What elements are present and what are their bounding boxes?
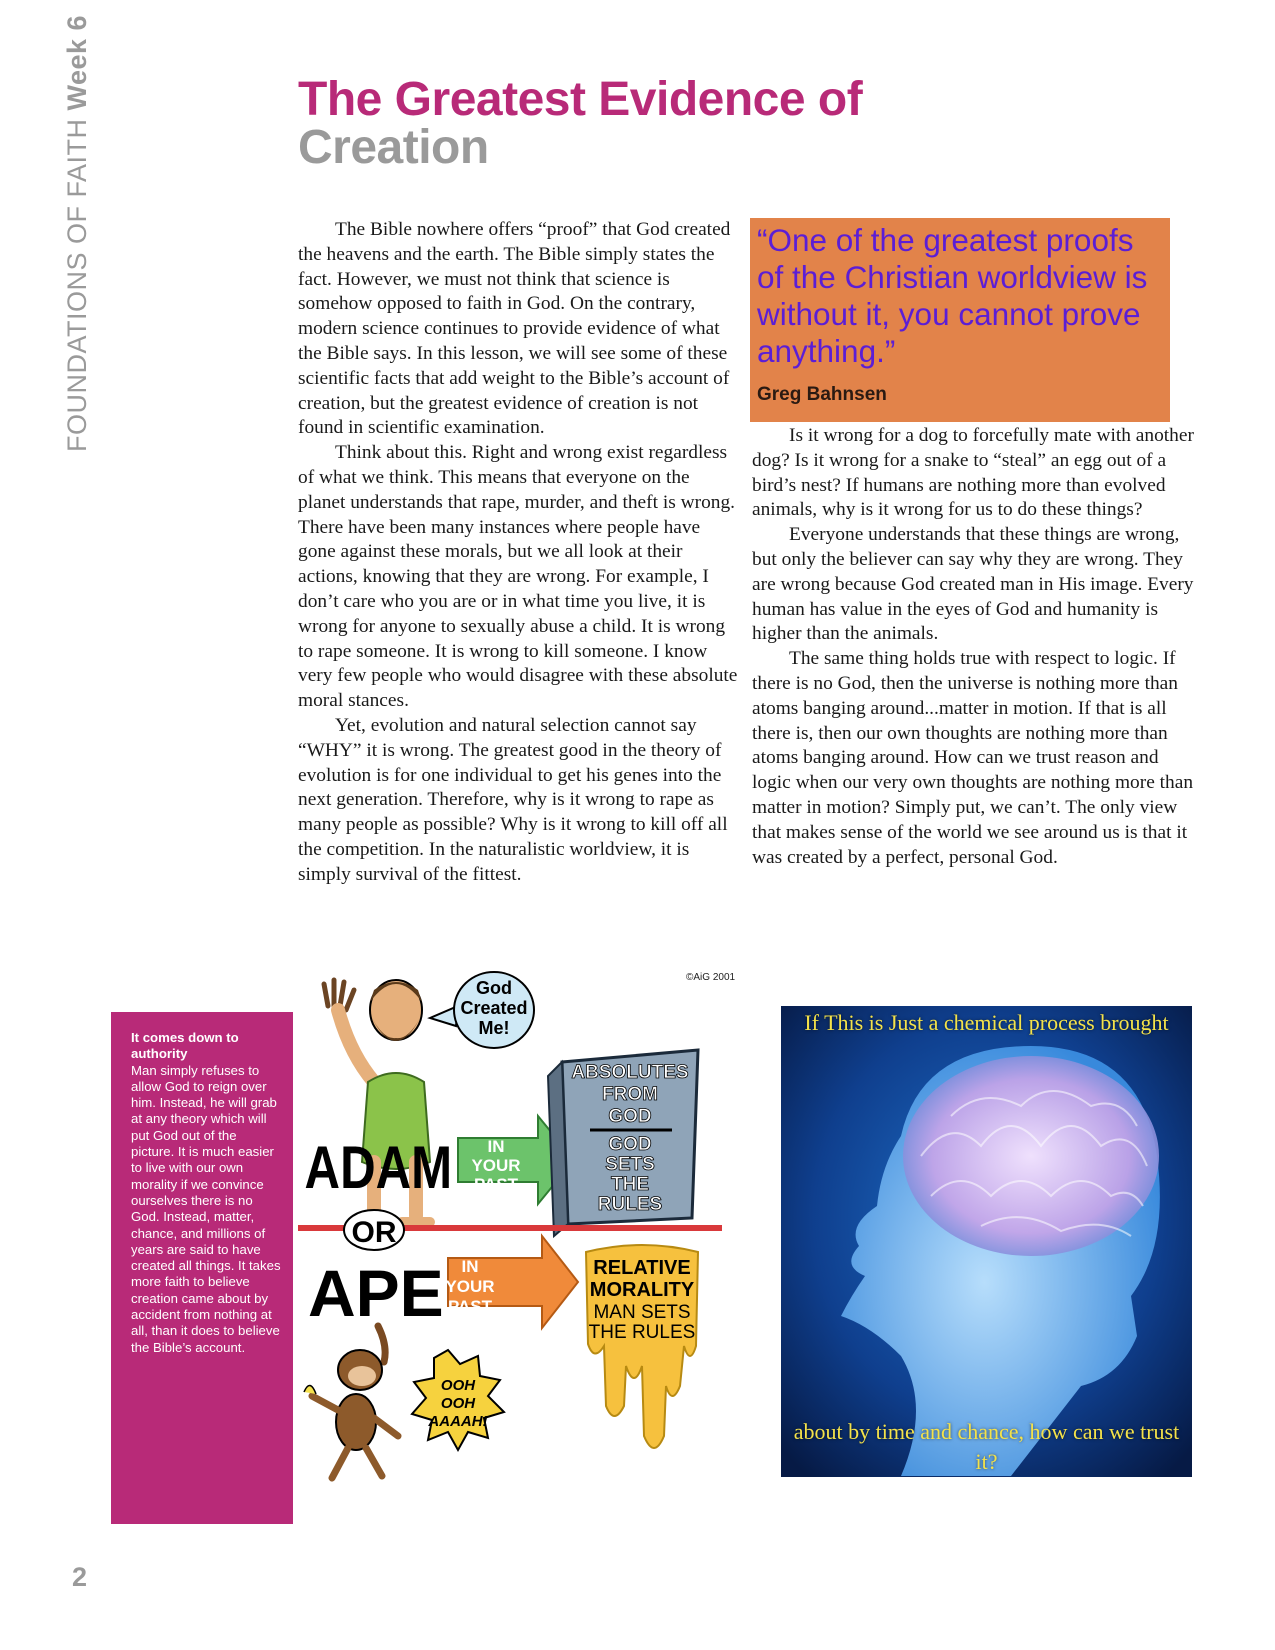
- tablet-line: RULES: [597, 1194, 663, 1215]
- title-line-1: The Greatest Evidence of: [298, 73, 863, 126]
- monkey-figure: [304, 1326, 398, 1478]
- brain-shape: [903, 1056, 1159, 1256]
- tablet-line: THE: [611, 1174, 649, 1195]
- speech-line: God: [476, 978, 512, 998]
- ape-label: APE: [308, 1256, 444, 1330]
- paragraph: The Bible nowhere offers “proof” that God created the heavens and the earth. The Bible simply states the fact. However, we must not think that science is somehow opposed to faith in God. On the contrary, modern science continues to provide evidence of what the Bible says. In this lesson, we will see some of these scientific facts that add weight to the Bible’s account of creation, but the greatest evidence of creation is not found in scientific examination.: [298, 219, 731, 439]
- paragraph: The same thing holds true with respect to logic. If there is no God, then the universe is nothing more than atoms banging around...matter in motion. If that is all there is, then our own thoughts are nothing more than atoms banging around. How can we trust reason and logic when our very own thoughts are nothing more than matter in motion? Simply put, we can’t. The only view that makes sense of the world we see around us is that it was created by a perfect, personal God.: [752, 648, 1194, 868]
- block-line: RELATIVE: [593, 1257, 691, 1279]
- tablet-line: FROM: [602, 1084, 658, 1105]
- paragraph: Is it wrong for a dog to forcefully mate with another dog? Is it wrong for a snake to “steal” an egg out of a bird’s nest? If humans are nothing more than evolved animals, why is it wrong for us to do these things?: [752, 425, 1194, 521]
- page-number: 2: [72, 1562, 88, 1592]
- paragraph: Everyone understands that these things are wrong, but only the believer can say why they are wrong. They are wrong because God created man in His image. Every human has value in the eyes of God and humanity is higher than the animals.: [752, 524, 1194, 645]
- quote-text: “One of the greatest proofs of the Christian worldview is without it, you cannot prove anything.”: [757, 222, 1148, 369]
- week-label: Week 6: [62, 14, 92, 111]
- tablet-line: GOD: [608, 1134, 652, 1155]
- sidebar-body: Man simply refuses to allow God to reign over him. Instead, he will grab at any theory which will put God out of the picture. It is much easier to live with our own morality if we convince ourselves there is no God. Instead, matter, chance, and millions of years are said to have created all things. It takes more faith to believe creation came about by accident from nothing at all, than it does to believe the Bible’s account.: [131, 1062, 281, 1355]
- quote-author: Greg Bahnsen: [757, 384, 887, 405]
- relative-morality-block: [586, 1245, 698, 1448]
- arrow-text: YOUR: [471, 1156, 521, 1175]
- left-column: [298, 218, 738, 888]
- speech-line: Created: [460, 998, 528, 1018]
- series-name: FOUNDATIONS OF FAITH: [62, 118, 92, 452]
- arrow-text: PAST: [473, 1175, 519, 1194]
- arrow-text: IN: [461, 1257, 479, 1276]
- burst-line: OOH: [440, 1395, 476, 1412]
- arrow-text: PAST: [447, 1297, 493, 1316]
- burst-line: OOH: [440, 1377, 476, 1394]
- tablet-line: SETS: [605, 1154, 655, 1175]
- paragraph: Think about this. Right and wrong exist regardless of what we think. This means that everyone on the planet understands that rape, murder, and theft is wrong. There have been many instances where people have gone against these morals, but we all look at their actions, knowing that they are wrong. For example, I don’t care who you are or in what time you live, it is wrong for anyone to sexually abuse a child. It is wrong to rape someone. It is wrong to kill someone. I know very few people who would disagree with these absolute moral stances.: [298, 442, 738, 712]
- sidebar-title: It comes down to authority: [131, 1030, 239, 1062]
- tablet-line: GOD: [608, 1106, 652, 1127]
- speech-bubble: [430, 972, 534, 1048]
- ooh-burst: [412, 1350, 504, 1450]
- block-line: MAN SETS: [593, 1302, 691, 1323]
- block-line: MORALITY: [589, 1279, 695, 1301]
- right-column: [752, 424, 1198, 870]
- sidebar-callout: [111, 1012, 293, 1524]
- arrow-text: IN: [487, 1137, 505, 1156]
- title-line-2: Creation: [298, 121, 489, 174]
- copyright-note: ©AiG 2001: [686, 972, 736, 983]
- arrow-text: YOUR: [445, 1277, 495, 1296]
- page-title: [298, 73, 863, 174]
- paragraph: Yet, evolution and natural selection cannot say “WHY” it is wrong. The greatest good in the theory of evolution is for one individual to get his genes into the next generation. Therefore, why is it wrong to rape as many people as possible? Why is it wrong to kill off all the competition. In the naturalistic worldview, it is simply survival of the fittest.: [298, 714, 728, 885]
- adam-or-ape-cartoon: [298, 966, 744, 1506]
- pull-quote: [750, 218, 1170, 422]
- brain-head-image: [781, 1006, 1192, 1477]
- brain-caption-top: If This is Just a chemical process brought: [804, 1010, 1169, 1035]
- absolutes-tablet: [548, 1050, 698, 1236]
- block-line: THE RULES: [588, 1322, 696, 1343]
- burst-line: AAAAH!: [428, 1413, 488, 1430]
- brain-caption-bottom: about by time and chance, how can we trust it?: [793, 1419, 1180, 1474]
- or-label: OR: [351, 1216, 397, 1249]
- tablet-line: ABSOLUTES: [571, 1062, 689, 1083]
- adam-label: ADAM: [304, 1133, 453, 1202]
- side-label: [62, 15, 93, 452]
- speech-line: Me!: [478, 1018, 510, 1038]
